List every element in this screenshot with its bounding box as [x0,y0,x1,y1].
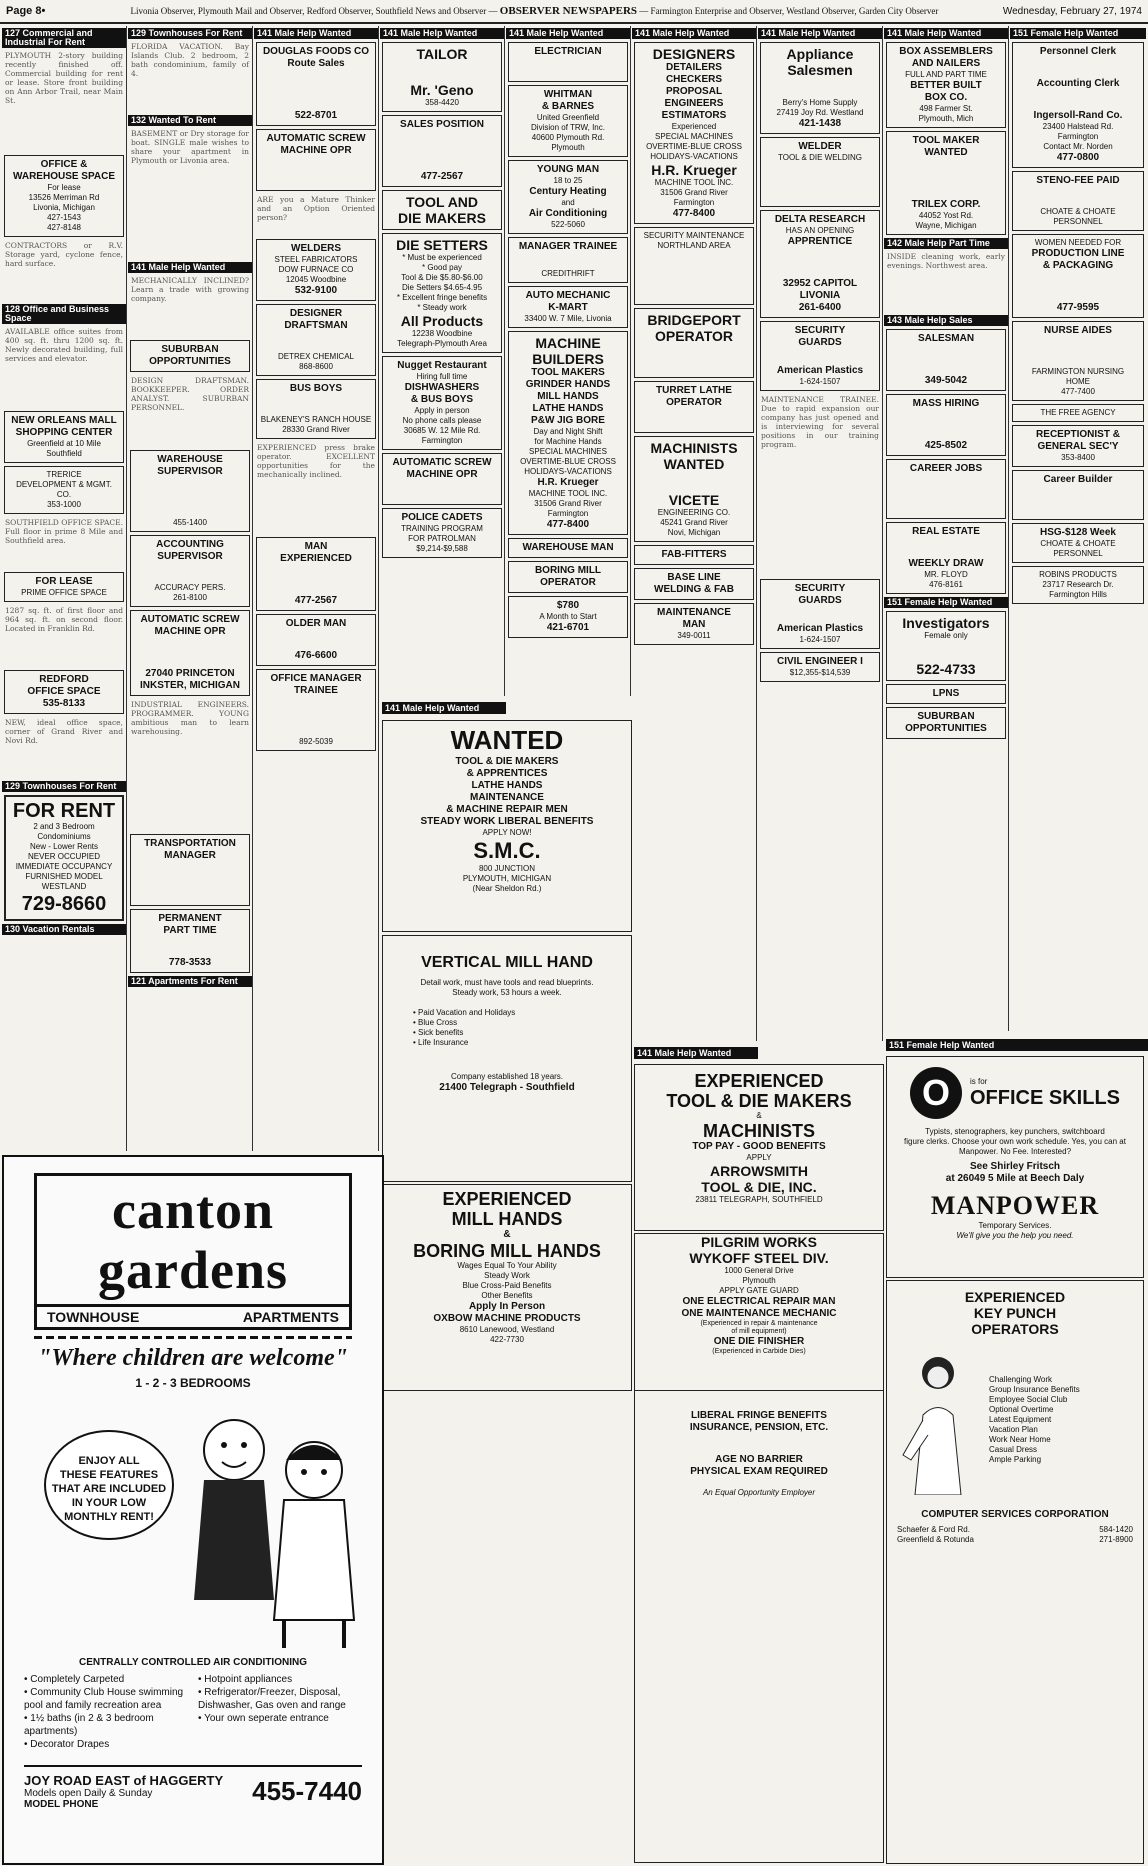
whitman-barnes-ad: WHITMAN & BARNES United Greenfield Division of TRW, Inc. 40600 Plymouth Rd. Plymouth [508,85,628,157]
robins-products-ad: ROBINS PRODUCTS 23717 Research Dr. Farmington Hills [1012,566,1144,604]
canton-tagline: "Where children are welcome" [38,1345,348,1371]
welders-ad: WELDERS STEEL FABRICATORS DOW FURNACE CO 12045 Woodbine 532-9100 [256,239,376,301]
masthead-title: OBSERVER NEWSPAPERS [499,5,638,17]
automatic-screw-ad: AUTOMATIC SCREW MACHINE OPR 27040 PRINCETON INKSTER, MICHIGAN [130,610,250,696]
section-header: 141 Male Help Wanted [884,28,1008,39]
delta-research-ad: DELTA RESEARCH HAS AN OPENING APPRENTICE 32952 CAPITOL LIVONIA 261-6400 [760,210,880,318]
investigators-ad: Investigators Female only 522-4733 [886,611,1006,681]
free-agency-ad: THE FREE AGENCY [1012,404,1144,422]
page-number: Page 8• [6,5,46,17]
canton-gardens-ad: canton gardens TOWNHOUSE APARTMENTS "Where children are welcome" 1 - 2 - 3 BEDROOMS ENJOY ALL THESE FEATURES THAT ARE INCLUDED IN YOUR LOW MONTHLY RENT! CENTRALLY CONTROLLED AIR CONDITIONING • Completely Carpeted • Community Club House swimming pool and family recreation area • 1½ baths (in 2 & 3 bedroom apartments) • Decorator Drapes • Hotpoint appliances • Refrigerator/Freezer, Disposal, Dishwasher, Gas oven and range • Your own seperate entrance JOY ROAD EAST of HAGGERTY Models open Daily & Sunday MODEL PHONE 455-7440 [2,1155,384,1865]
automatic-screw-ad: AUTOMATIC SCREW MACHINE OPR [382,453,502,505]
security-maintenance-ad: SECURITY MAINTENANCE NORTHLAND AREA [634,227,754,305]
section-header: 141 Male Help Wanted [254,28,378,39]
boring-mill-ad: BORING MILL OPERATOR [508,561,628,593]
column-6 [632,26,757,1041]
designer-draftsman-ad: DESIGNER DRAFTSMAN DETREX CHEMICAL 868-8600 [256,304,376,376]
office-warehouse-ad: OFFICE & WAREHOUSE SPACE For lease 13526 Merriman Rd Livonia, Michigan 427-1543 427-8148 [4,155,124,237]
section-header: 151 Female Help Wanted [886,1039,1148,1051]
turret-lathe-ad: TURRET LATHE OPERATOR [634,381,754,433]
maintenance-man-ad: MAINTENANCE MAN 349-0011 [634,603,754,645]
column-4 [380,26,505,696]
office-manager-ad: OFFICE MANAGER TRAINEE 892-5039 [256,669,376,751]
tool-die-ad: TOOL AND DIE MAKERS [382,190,502,230]
vertical-mill-ad: VERTICAL MILL HAND Detail work, must have tools and read blueprints. Steady work, 53 hours a week. • Paid Vacation and Holidays • Blue Cross • Sick benefits • Life Insurance Company established 18 years. 21400 Telegraph - Southfield [382,935,632,1182]
permanent-part-time-ad: PERMANENT PART TIME 778-3533 [130,909,250,973]
key-punch-ad: EXPERIENCED KEY PUNCH OPERATORS Challenging Work Group Insurance Benefits Employee Social Club Optional Overtime Latest Equipment Vacation Plan Work Near Home Casual Dress Ample Parking COMPUTER SERVICES CORPORATION Schaefer & Ford Rd. Greenfield & Rotunda 584-1420 271-8900 [886,1280,1144,1864]
fab-fitters-ad: FAB-FITTERS [634,545,754,565]
smc-wanted-ad: WANTED TOOL & DIE MAKERS & APPRENTICES LATHE HANDS MAINTENANCE & MACHINE REPAIR MEN STEADY WORK LIBERAL BENEFITS APPLY NOW! S.M.C. 800 JUNCTION PLYMOUTH, MICHIGAN (Near Sheldon Rd.) [382,720,632,932]
canton-logo: canton gardens [97,1180,288,1300]
column-5 [506,26,631,696]
manager-trainee-ad: MANAGER TRAINEE CREDITHRIFT [508,237,628,283]
warehouse-man-ad: WAREHOUSE MAN [508,538,628,558]
masthead [0,0,1148,24]
section-header: 132 Wanted To Rent [128,115,252,126]
career-builder-ad: Career Builder [1012,470,1144,520]
section-header: 130 Vacation Rentals [2,924,126,935]
arrowsmith-ad: EXPERIENCED TOOL & DIE MAKERS & MACHINISTS TOP PAY - GOOD BENEFITS APPLY ARROWSMITH TOOL & DIE, INC. 23811 TELEGRAPH, SOUTHFIELD [634,1064,884,1231]
salesman-ad: SALESMAN 349-5042 [886,329,1006,391]
woman-illustration [893,1345,983,1495]
section-header: 128 Office and Business Space [2,304,126,324]
douglas-foods-ad: DOUGLAS FOODS CO Route Sales 522-8701 [256,42,376,126]
redford-office-ad: REDFORD OFFICE SPACE 535-8133 [4,670,124,714]
pilgrim-works-ad: PILGRIM WORKS WYKOFF STEEL DIV. 1000 General Drive Plymouth APPLY GATE GUARD ONE ELECTRICAL REPAIR MAN ONE MAINTENANCE MECHANIC (Experienced in repair & maintenance of mill equipment) ONE DIE FINISHER (Experienced in Carbide Dies) [634,1233,884,1391]
section-header: 141 Male Help Wanted [128,262,252,273]
section-header: 151 Female Help Wanted [1010,28,1146,39]
bridgeport-ad: BRIDGEPORT OPERATOR [634,308,754,378]
pilgrim-works-ad-footer: LIBERAL FRINGE BENEFITS INSURANCE, PENSION, ETC. AGE NO BARRIER PHYSICAL EXAM REQUIRED An Equal Opportunity Employer [634,1390,884,1863]
month-ad: $780 A Month to Start 421-6701 [508,596,628,638]
column-1: 127 Commercial and Industrial For Rent PLYMOUTH 2-story building recently finished off. Commercial building for rent or lease. Store front building on Ann Arbor Trail, near Main St. OFFICE & WAREHOUSE SPACE For lease 13526 Merriman Rd Livonia, Michigan 427-1543 427-8148 CONTRACTORS or R.V. Storage yard, cyclone fence, hard surface. 128 Office and Business Space AVAILABLE office suites from 400 sq. ft. thru 1200 sq. ft. Newly decorated building, full services and elevator. NEW ORLEANS MALL SHOPPING CENTER Greenfield at 10 Mile Southfield TRERICE DEVELOPMENT & MGMT. CO. 353-1000 SOUTHFIELD OFFICE SPACE. Full floor in prime 8 Mile and Southfield area. FOR LEASE PRIME OFFICE SPACE 1287 sq. ft. of first floor and 964 sq. ft. on second floor. Located in Franklin Rd. REDFORD OFFICE SPACE 535-8133 NEW, ideal office space, corner of Grand River and Novi Rd. 129 Townhouses For Rent FOR RENT 2 and 3 Bedroom Condominiums New - Lower Rents NEVER OCCUPIED IMMEDIATE OCCUPANCY FURNISHED MODEL WESTLAND 729-8660 130 Vacation Rentals [2,26,127,1151]
shopping-center-ad: NEW ORLEANS MALL SHOPPING CENTER Greenfield at 10 Mile Southfield [4,411,124,463]
nugget-restaurant-ad: Nugget Restaurant Hiring full time DISHWASHERS & BUS BOYS Apply in person No phone calls please 30685 W. 12 Mile Rd. Farmington [382,356,502,450]
section-header: 121 Apartments For Rent [128,976,252,987]
welder-ad: WELDER TOOL & DIE WELDING [760,137,880,207]
section-header: 129 Townhouses For Rent [2,781,126,792]
section-header: 141 Male Help Wanted [382,702,506,714]
children-illustration [174,1400,374,1650]
manpower-o-mark: O [910,1067,962,1119]
appliance-salesmen-ad: Appliance Salesmen Berry's Home Supply 27419 Joy Rd. Westland 421-1438 [760,42,880,134]
tailor-ad: TAILOR Mr. 'Geno 358-4420 [382,42,502,112]
masthead-date: Wednesday, February 27, 1974 [1002,5,1142,17]
canton-phone: 455-7440 [252,1776,362,1806]
classified-text: PLYMOUTH 2-story building recently finished off. Commercial building for rent or lease. Store front building on Ann Arbor Trail, near Main St. [5,51,123,105]
base-line-ad: BASE LINE WELDING & FAB [634,568,754,600]
section-header: 141 Male Help Wanted [634,1047,758,1059]
tool-maker-ad: TOOL MAKER WANTED TRILEX CORP. 44052 Yost Rd. Wayne, Michigan [886,131,1006,235]
sales-position-ad: SALES POSITION 477-2567 [382,115,502,187]
column-8: 141 Male Help Wanted BOX ASSEMBLERS AND NAILERS FULL AND PART TIME BETTER BUILT BOX CO. 498 Farmer St. Plymouth, Mich TOOL MAKER WANTED TRILEX CORP. 44052 Yost Rd. Wayne, Michigan 142 Male Help Part Time INSIDE cleaning work, early evenings. Northwest area. 143 Male Help Sales SALESMAN 349-5042 MASS HIRING 425-8502 CAREER JOBS REAL ESTATE WEEKLY DRAW MR. FLOYD 476-8161 151 Female Help Wanted Investigators Female only 522-4733 LPNS SUBURBAN OPPORTUNITIES [884,26,1009,1031]
accounting-supervisor-ad: ACCOUNTING SUPERVISOR ACCURACY PERS. 261-8100 [130,535,250,607]
nurse-aides-ad: NURSE AIDES FARMINGTON NURSING HOME 477-7400 [1012,321,1144,401]
section-header: 142 Male Help Part Time [884,238,1008,249]
section-header: 141 Male Help Wanted [506,28,630,39]
for-rent-ad: FOR RENT 2 and 3 Bedroom Condominiums New - Lower Rents NEVER OCCUPIED IMMEDIATE OCCUPANCY FURNISHED MODEL WESTLAND 729-8660 [4,795,124,921]
column-7: 141 Male Help Wanted Appliance Salesmen Berry's Home Supply 27419 Joy Rd. Westland 421-1438 WELDER TOOL & DIE WELDING DELTA RESEARCH HAS AN OPENING APPRENTICE 32952 CAPITOL LIVONIA 261-6400 SECURITY GUARDS American Plastics 1-624-1507 MAINTENANCE TRAINEE. Due to rapid expansion our company has just opened and is interviewing for several positions in our training program. SECURITY GUARDS American Plastics 1-624-1507 CIVIL ENGINEER I $12,355-$14,539 [758,26,883,1041]
section-header: 151 Female Help Wanted [884,597,1008,608]
older-man-ad: OLDER MAN 476-6600 [256,614,376,666]
career-jobs-ad: CAREER JOBS [886,459,1006,519]
die-setters-ad: DIE SETTERS * Must be experienced * Good pay Tool & Die $5.80-$6.00 Die Setters $4.65-4.95 * Excellent fringe benefits * Steady work All Products 12238 Woodbine Telegraph-Plymouth Area [382,233,502,353]
section-header: 141 Male Help Wanted [380,28,504,39]
manpower-logo: MANPOWER [930,1191,1100,1220]
young-man-ad: YOUNG MAN 18 to 25 Century Heating and Air Conditioning 522-5060 [508,160,628,234]
machine-builders-ad: MACHINE BUILDERS TOOL MAKERS GRINDER HANDS MILL HANDS LATHE HANDS P&W JIG BORE Day and Night Shift for Machine Hands SPECIAL MACHINES OVERTIME-BLUE CROSS HOLIDAYS-VACATIONS H.R. Krueger MACHINE TOOL INC. 31506 Grand River Farmington 477-8400 [508,331,628,535]
security-guards-ad-2: SECURITY GUARDS American Plastics 1-624-1507 [760,579,880,649]
section-header: 127 Commercial and Industrial For Rent [2,28,126,48]
column-3: 141 Male Help Wanted DOUGLAS FOODS CO Route Sales 522-8701 AUTOMATIC SCREW MACHINE OPR ARE you a Mature Thinker and an Option Oriented person? WELDERS STEEL FABRICATORS DOW FURNACE CO 12045 Woodbine 532-9100 DESIGNER DRAFTSMAN DETREX CHEMICAL 868-8600 BUS BOYS BLAKENEY'S RANCH HOUSE 28330 Grand River EXPERIENCED press brake operator. EXCELLENT opportunities for the mechanically inclined. MAN EXPERIENCED 477-2567 OLDER MAN 476-6600 OFFICE MANAGER TRAINEE 892-5039 [254,26,379,1151]
section-header: 129 Townhouses For Rent [128,28,252,39]
warehouse-supervisor-ad: WAREHOUSE SUPERVISOR 455-1400 [130,450,250,532]
oxbow-ad: EXPERIENCED MILL HANDS & BORING MILL HANDS Wages Equal To Your Ability Steady Work Blue Cross-Paid Benefits Other Benefits Apply In Person OXBOW MACHINE PRODUCTS 8610 Lanewood, Westland 422-7730 [382,1184,632,1391]
civil-engineer-ad: CIVIL ENGINEER I $12,355-$14,539 [760,652,880,682]
designers-ad: DESIGNERS DETAILERS CHECKERS PROPOSAL ENGINEERS ESTIMATORS Experienced SPECIAL MACHINES OVERTIME-BLUE CROSS HOLIDAYS-VACATIONS H.R. Krueger MACHINE TOOL INC. 31506 Grand River Farmington 477-8400 [634,42,754,224]
section-header: 141 Male Help Wanted [758,28,882,39]
security-guards-ad: SECURITY GUARDS American Plastics 1-624-1507 [760,321,880,391]
hsg-ad: HSG-$128 Week CHOATE & CHOATE PERSONNEL [1012,523,1144,563]
trerice-ad: TRERICE DEVELOPMENT & MGMT. CO. 353-1000 [4,466,124,514]
column-2: 129 Townhouses For Rent FLORIDA VACATION. Bay Islands Club. 2 bedroom, 2 bath condominium, family of 4. 132 Wanted To Rent BASEMENT or Dry storage for boat. SINGLE male wishes to share your apartment in Plymouth or Livonia area. 141 Male Help Wanted MECHANICALLY INCLINED? Learn a trade with growing company. SUBURBAN OPPORTUNITIES DESIGN DRAFTSMAN. BOOKKEEPER. ORDER ANALYST. SUBURBAN PERSONNEL. WAREHOUSE SUPERVISOR 455-1400 ACCOUNTING SUPERVISOR ACCURACY PERS. 261-8100 AUTOMATIC SCREW MACHINE OPR 27040 PRINCETON INKSTER, MICHIGAN INDUSTRIAL ENGINEERS. PROGRAMMER. YOUNG ambitious man to learn warehousing. TRANSPORTATION MANAGER PERMANENT PART TIME 778-3533 121 Apartments For Rent [128,26,253,1151]
lpns-ad: LPNS [886,684,1006,704]
man-experienced-ad: MAN EXPERIENCED 477-2567 [256,537,376,611]
personnel-clerk-ad: Personnel Clerk Accounting Clerk Ingersoll-Rand Co. 23400 Halstead Rd. Farmington Contact Mr. Norden 477-0800 [1012,42,1144,168]
suburban-opportunities-ad: SUBURBAN OPPORTUNITIES [886,707,1006,739]
feature-bubble: ENJOY ALL THESE FEATURES THAT ARE INCLUDED IN YOUR LOW MONTHLY RENT! [44,1430,174,1540]
automatic-screw-ad: AUTOMATIC SCREW MACHINE OPR [256,129,376,191]
women-needed-ad: WOMEN NEEDED FOR PRODUCTION LINE & PACKAGING 477-9595 [1012,234,1144,318]
section-header: 141 Male Help Wanted [632,28,756,39]
suburban-ad: SUBURBAN OPPORTUNITIES [130,340,250,372]
bus-boys-ad: BUS BOYS BLAKENEY'S RANCH HOUSE 28330 Grand River [256,379,376,439]
for-lease-ad: FOR LEASE PRIME OFFICE SPACE [4,572,124,602]
auto-mechanic-ad: AUTO MECHANIC K-MART 33400 W. 7 Mile, Livonia [508,286,628,328]
masthead-papers: Livonia Observer, Plymouth Mail and Observer, Redford Observer, Southfield News and Observer — OBSERVER NEWSPAPERS — Farmington Enterprise and Observer, Westland Observer, Garden City Observer [130,5,939,17]
section-header: 143 Male Help Sales [884,315,1008,326]
real-estate-ad: REAL ESTATE WEEKLY DRAW MR. FLOYD 476-8161 [886,522,1006,594]
box-assemblers-ad: BOX ASSEMBLERS AND NAILERS FULL AND PART TIME BETTER BUILT BOX CO. 498 Farmer St. Plymouth, Mich [886,42,1006,128]
electrician-ad: ELECTRICIAN [508,42,628,82]
police-cadets-ad: POLICE CADETS TRAINING PROGRAM FOR PATROLMAN $9,214-$9,588 [382,508,502,558]
column-9 [1010,26,1146,1031]
manpower-ad: O is for OFFICE SKILLS Typists, stenographers, key punchers, switchboard figure clerks. Choose your own work schedule. Yes, you can at Manpower. No Fee. Interested? See Shirley Fritsch at 26049 5 Mile at Beech Daly MANPOWER Temporary Services. We'll give you the help you need. [886,1056,1144,1278]
machinists-ad: MACHINISTS WANTED VICETE ENGINEERING CO. 45241 Grand River Novi, Michigan [634,436,754,542]
mass-hiring-ad: MASS HIRING 425-8502 [886,394,1006,456]
steno-ad: STENO-FEE PAID CHOATE & CHOATE PERSONNEL [1012,171,1144,231]
receptionist-ad: RECEPTIONIST & GENERAL SEC'Y 353-8400 [1012,425,1144,467]
transportation-ad: TRANSPORTATION MANAGER [130,834,250,906]
